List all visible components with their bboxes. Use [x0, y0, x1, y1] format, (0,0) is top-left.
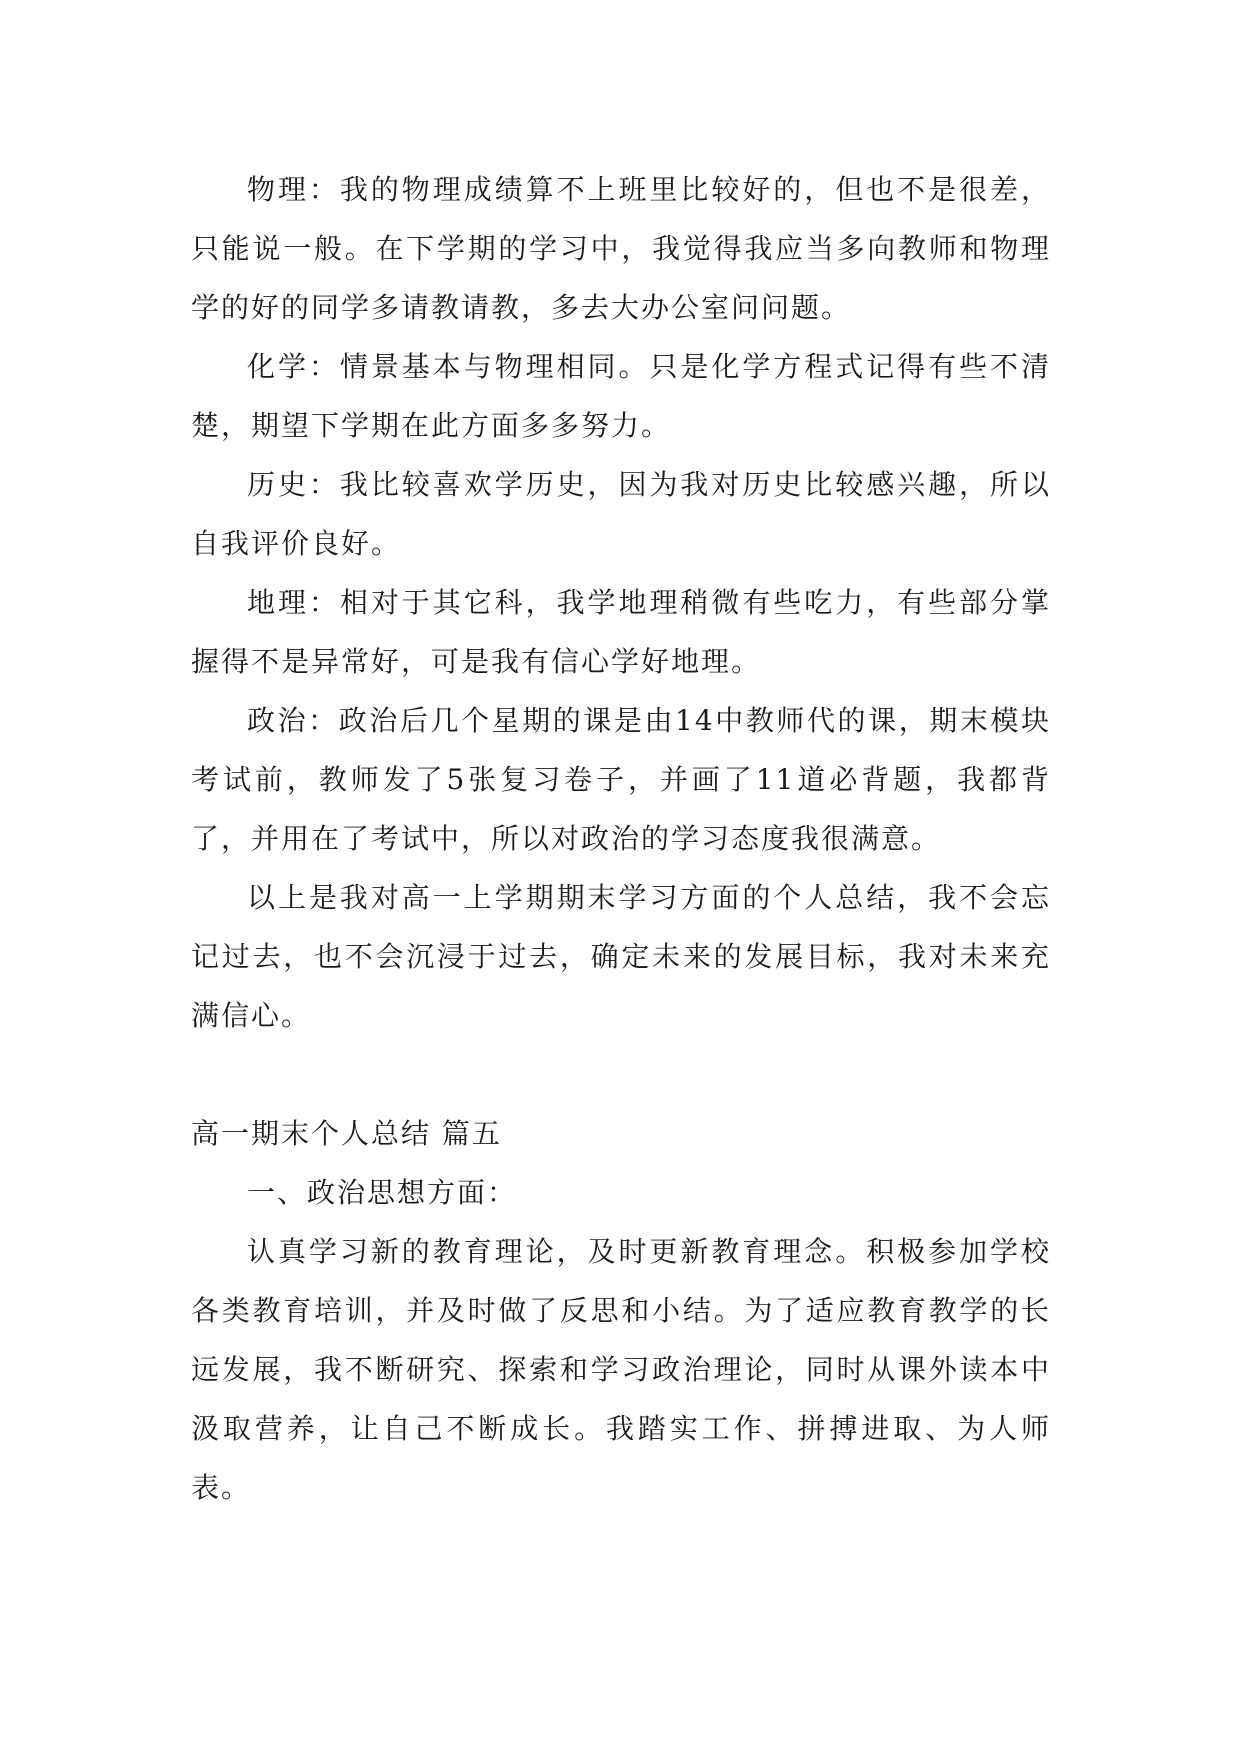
document-body [191, 160, 1051, 1517]
paragraph-history: 历史：我比较喜欢学历史，因为我对历史比较感兴趣，所以自我评价良好。 [191, 468, 1051, 560]
paragraph-conclusion: 以上是我对高一上学期期末学习方面的个人总结，我不会忘记过去，也不会沉浸于过去，确定未来的发展目标，我对未来充满信心。 [191, 881, 1051, 1032]
paragraph-physics: 物理：我的物理成绩算不上班里比较好的，但也不是很差，只能说一般。在下学期的学习中，我觉得我应当多向教师和物理学的好的同学多请教请教，多去大办公室问问题。 [191, 173, 1051, 324]
paragraph-politics: 政治：政治后几个星期的课是由14中教师代的课，期末模块考试前，教师发了5张复习卷子，并画了11道必背题，我都背了，并用在了考试中，所以对政治的学习态度我很满意。 [191, 704, 1051, 855]
paragraph-geography: 地理：相对于其它科，我学地理稍微有些吃力，有些部分掌握得不是异常好，可是我有信心学好地理。 [191, 586, 1051, 678]
section-subheading: 一、政治思想方面： [247, 1176, 518, 1209]
section-heading: 高一期末个人总结 篇五 [191, 1117, 502, 1150]
paragraph-chemistry: 化学：情景基本与物理相同。只是化学方程式记得有些不清楚，期望下学期在此方面多多努力。 [191, 350, 1051, 442]
paragraph-political-thought: 认真学习新的教育理论，及时更新教育理念。积极参加学校各类教育培训，并及时做了反思和小结。为了适应教育教学的长远发展，我不断研究、探索和学习政治理论，同时从课外读本中汲取营养，让自己不断成长。我踏实工作、拼搏进取、为人师表。 [191, 1235, 1051, 1504]
